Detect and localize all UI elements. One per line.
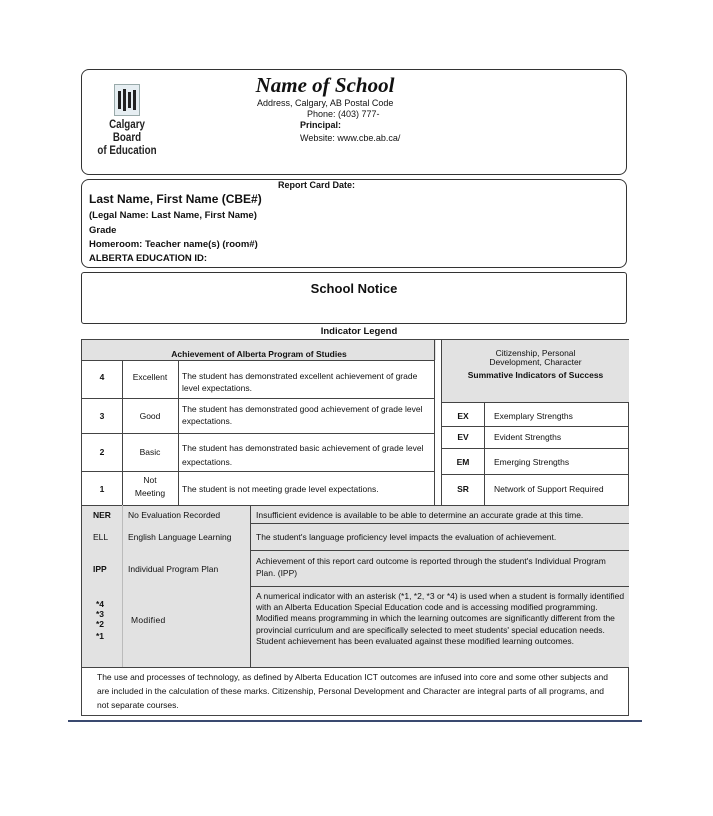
code-ner: NER (93, 510, 111, 520)
student-homeroom: Homeroom: Teacher name(s) (room#) (89, 239, 258, 250)
level-1-number: 1 (99, 484, 105, 494)
cbe-logo-icon (114, 84, 140, 116)
school-logo (92, 84, 162, 158)
code-ipp: IPP (93, 564, 107, 574)
school-notice-title: School Notice (310, 281, 398, 296)
student-name: Last Name, First Name (CBE#) (89, 192, 262, 206)
citizenship-em-code: EM (456, 457, 470, 467)
code-modified-label: Modified (131, 615, 166, 625)
achievement-header: Achievement of Alberta Program of Studies (171, 349, 347, 359)
level-2-label: Basic (139, 447, 161, 457)
footer-divider (68, 720, 642, 722)
code-ell-label: English Language Learning (128, 532, 232, 542)
school-principal: Principal: (300, 120, 342, 130)
code-ipp-label: Individual Program Plan (128, 564, 219, 574)
report-card-date: Report Card Date: (278, 180, 356, 190)
level-2-number: 2 (99, 447, 105, 457)
level-4-label: Excellent (132, 372, 168, 382)
code-modified-2: *2 (96, 619, 105, 629)
level-1-description: The student is not meeting grade level expectations. (182, 484, 379, 494)
level-3-number: 3 (99, 411, 105, 421)
school-header (81, 69, 627, 175)
school-notice-box (81, 272, 627, 324)
citizenship-ex-code: EX (457, 411, 469, 421)
citizenship-ev-label: Evident Strengths (494, 432, 562, 442)
code-ner-description: Insufficient evidence is available to be able to determine an accurate grade at this time. (256, 510, 584, 520)
citizenship-em-label: Emerging Strengths (494, 457, 570, 467)
level-4-description: The student has demonstrated excellent achievement of grade level expectations. (182, 371, 418, 393)
code-modified-1: *1 (96, 631, 105, 641)
indicator-legend-table (81, 339, 629, 716)
code-ell-description: The student's language proficiency level impacts the evaluation of achievement. (256, 532, 557, 542)
legend-title: Indicator Legend (320, 326, 398, 337)
citizenship-header-2: Development, Character (489, 357, 582, 367)
legend-footnote: The use and processes of technology, as defined by Alberta Education ICT outcomes are infused into core and some other subjects and are included in the calculation of these marks. Citizenship, Personal Development and Character are integral parts of all programs, and not separate courses. (97, 672, 608, 711)
school-website: Website: www.cbe.ab.ca/ (300, 133, 401, 143)
school-address: Address, Calgary, AB Postal Code (257, 98, 394, 108)
level-1-label-1: Not (143, 475, 157, 485)
logo-text-line-1: Calgary Board (109, 119, 145, 144)
citizenship-ev-code: EV (457, 432, 469, 442)
logo-text-line-2: of Education (97, 145, 157, 157)
level-2-description: The student has demonstrated basic achievement of grade level expectations. (182, 443, 424, 467)
citizenship-header-1: Citizenship, Personal (495, 348, 576, 358)
code-ell: ELL (93, 532, 109, 542)
code-modified-3: *3 (96, 609, 105, 619)
student-legal-name: (Legal Name: Last Name, First Name) (89, 210, 257, 221)
school-phone: Phone: (403) 777- (307, 109, 380, 119)
student-info (81, 179, 627, 268)
school-name: Name of School (255, 73, 395, 97)
code-ner-label: No Evaluation Recorded (128, 510, 221, 520)
level-3-description: The student has demonstrated good achievement of grade level expectations. (182, 404, 423, 426)
citizenship-header-3: Summative Indicators of Success (467, 370, 604, 380)
code-ipp-description: Achievement of this report card outcome is reported through the student's Individual Program Plan. (IPP) (256, 556, 606, 578)
level-4-number: 4 (99, 372, 105, 382)
level-1-label-2: Meeting (134, 488, 166, 498)
code-modified-4: *4 (96, 599, 105, 609)
citizenship-ex-label: Exemplary Strengths (494, 411, 573, 421)
level-3-label: Good (139, 411, 161, 421)
student-grade: Grade (89, 225, 117, 236)
citizenship-sr-code: SR (457, 484, 469, 494)
student-alberta-id: ALBERTA EDUCATION ID: (89, 253, 208, 264)
code-modified-description: A numerical indicator with an asterisk (*1, *2, *3 or *4) is used when a student is formally identified with an Alberta Education Special Education code and is accessing modified programming. Modified means programming in which the learning outcomes are significantly different from the provincial curriculum and are specifically selected to meet students' special education needs. Student achievement has been evaluated against these modified learning outcomes. (256, 591, 625, 646)
citizenship-sr-label: Network of Support Required (494, 484, 604, 494)
